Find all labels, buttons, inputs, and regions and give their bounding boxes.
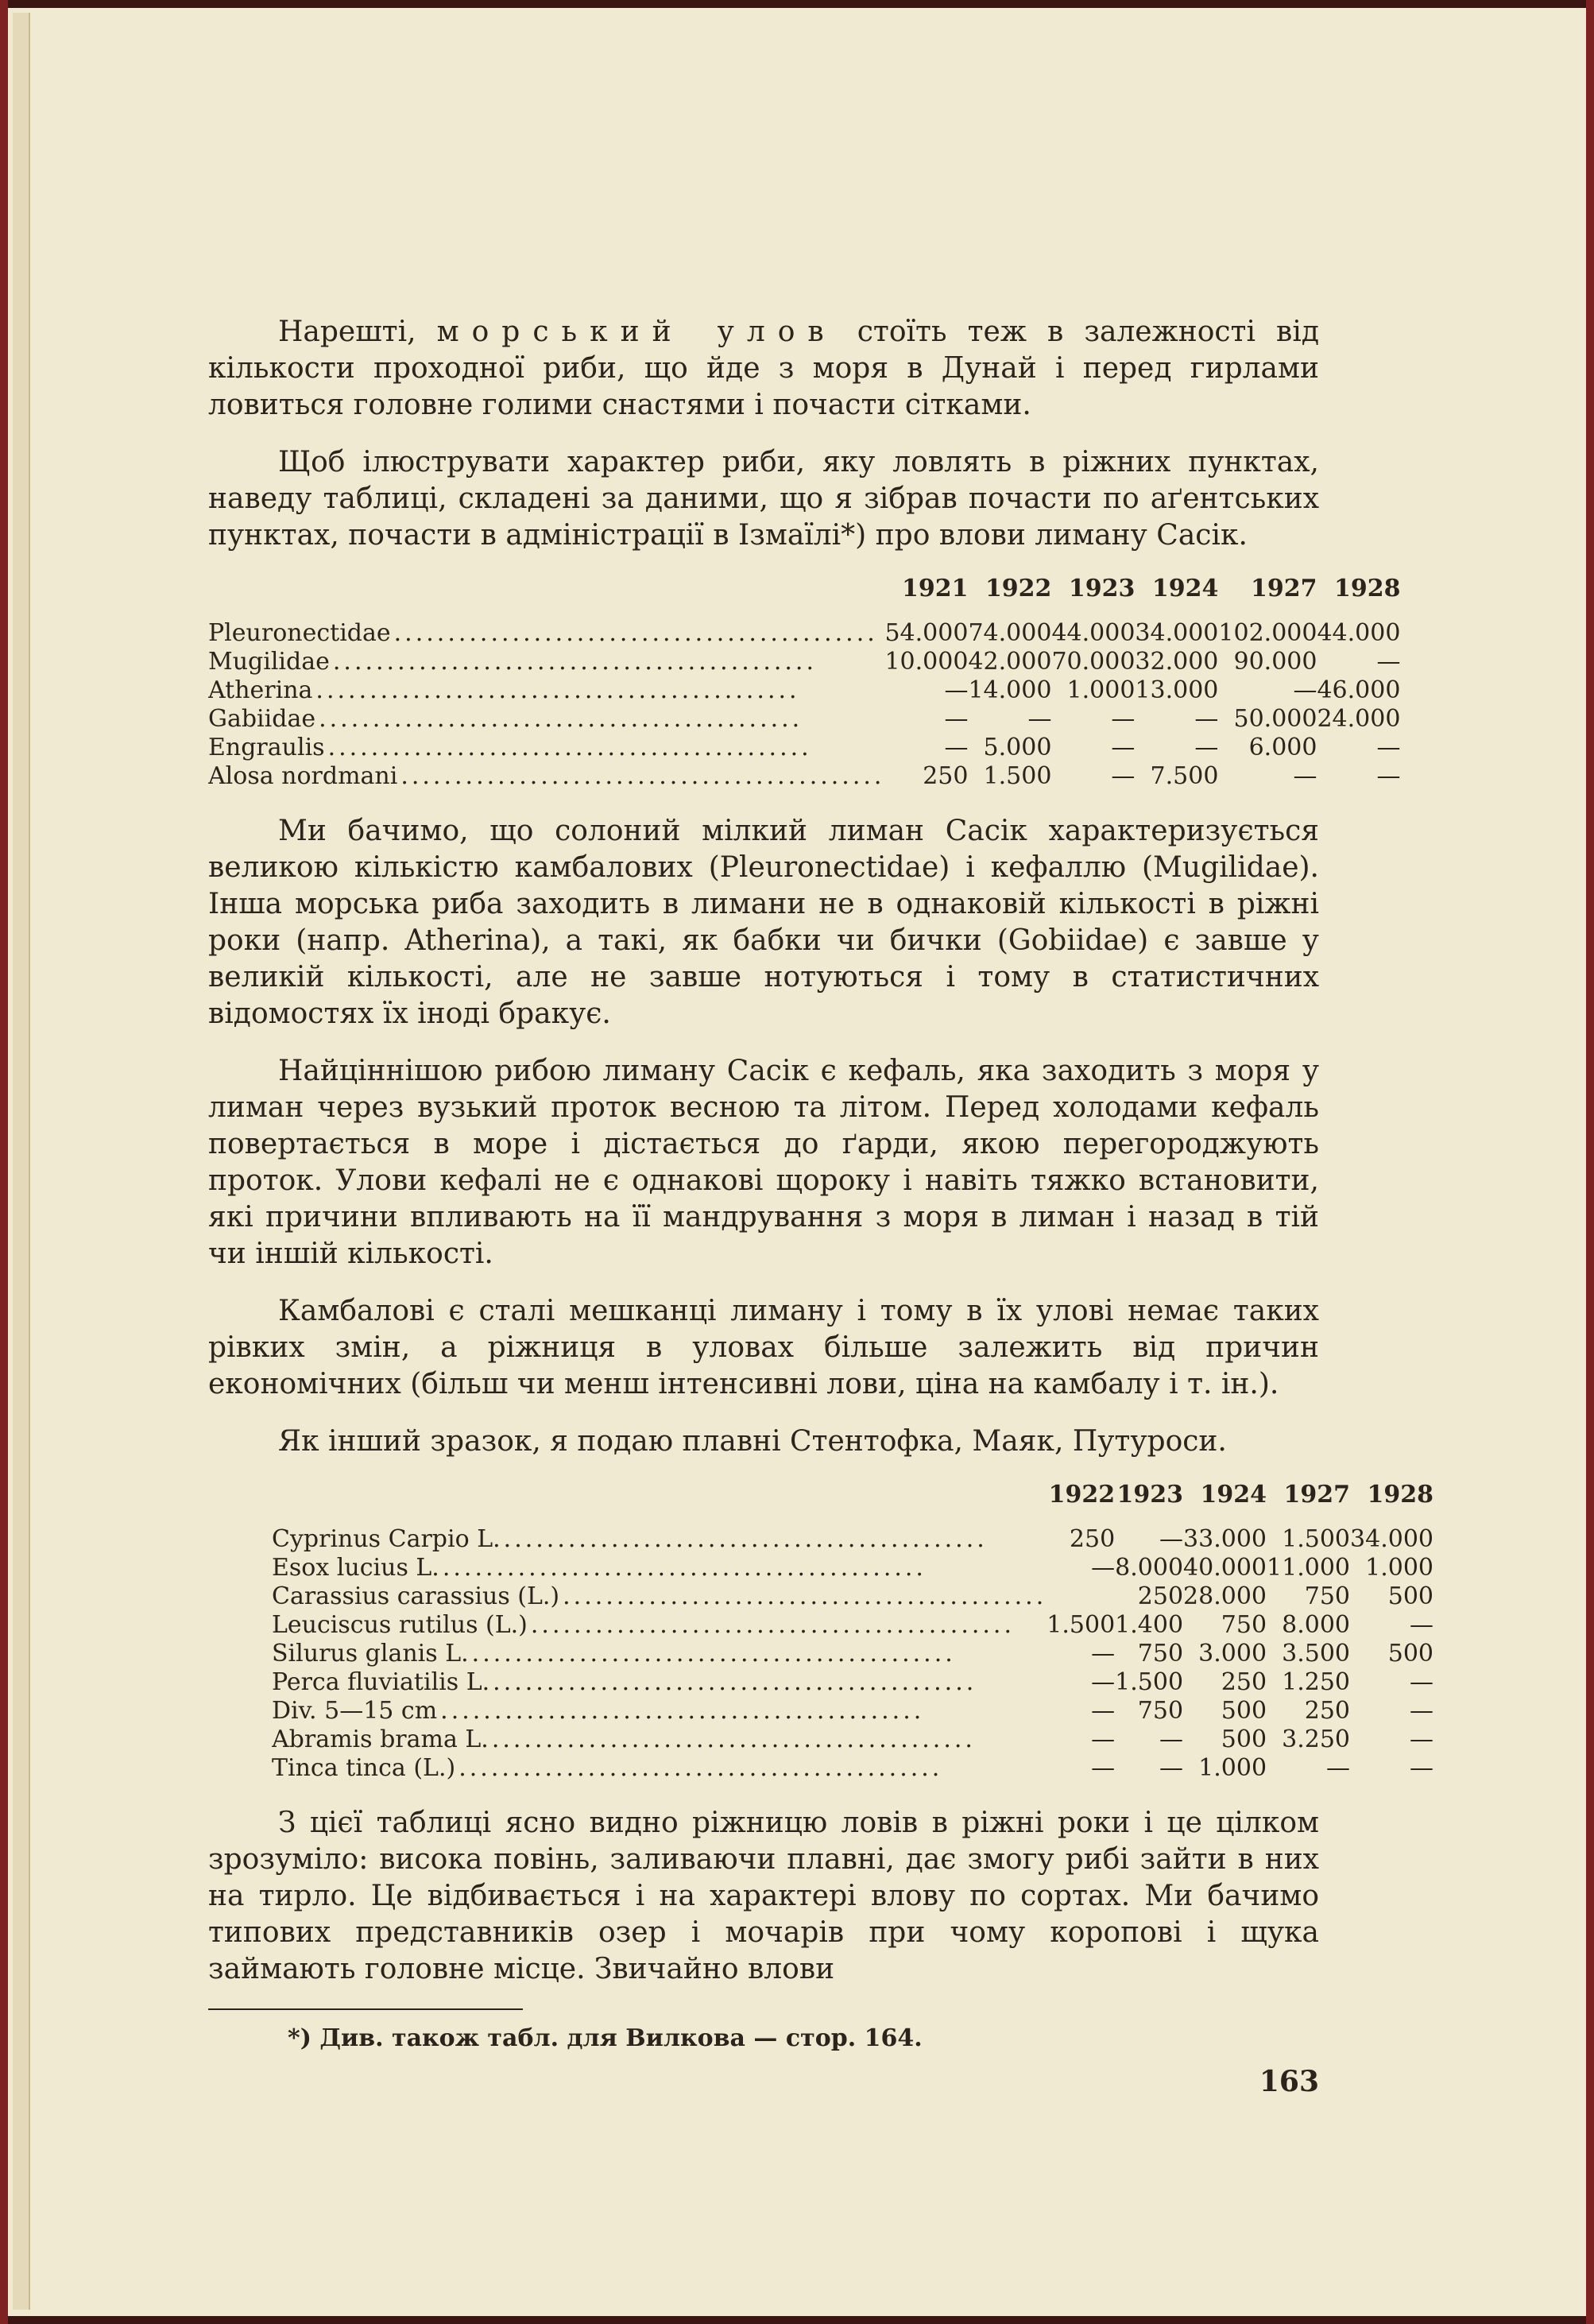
catch-value: 90.000 <box>1233 648 1317 676</box>
year-header: 1927 <box>1250 575 1317 602</box>
species-name: Atherina ............................................. <box>208 676 800 704</box>
catch-value: 3.250 <box>1282 1726 1351 1753</box>
catch-value: — <box>1194 705 1219 733</box>
paragraph-2: Щоб ілюструвати характер риби, яку ловлять в ріжних пунктах, наведу таблиці, складені за даними, що я зібрав почасти по аґентських пунктах, почасти в адміністрації в Ізмаїлі*) про влови лиману Сасік. <box>208 446 1319 552</box>
catch-value: 14.000 <box>968 676 1052 704</box>
catch-value: — <box>1410 1668 1433 1696</box>
catch-value: 750 <box>1221 1611 1267 1639</box>
paragraph-1-start: Нарешті, <box>278 316 437 348</box>
catch-value: 50.000 <box>1233 705 1317 733</box>
book-edge-bottom <box>0 2316 1594 2324</box>
table-row <box>272 1726 1433 1754</box>
year-header: 1924 <box>1151 575 1219 602</box>
table-row <box>272 1697 1433 1726</box>
catch-value: 250 <box>923 762 969 790</box>
species-name: Engraulis ............................................. <box>208 734 812 761</box>
catch-value: 1.500 <box>1115 1668 1184 1696</box>
year-header: 1927 <box>1283 1481 1351 1509</box>
catch-value: — <box>1111 734 1136 761</box>
year-header: 1922 <box>1048 1481 1116 1509</box>
catch-value: 8.000 <box>1282 1611 1351 1639</box>
catch-value: 5.000 <box>983 734 1052 761</box>
table-corner <box>272 1481 1047 1525</box>
catch-value: 32.000 <box>1135 648 1219 676</box>
catch-value: — <box>1376 734 1401 761</box>
catch-table-sasik <box>208 575 1400 791</box>
year-header: 1924 <box>1200 1481 1267 1509</box>
species-name: Esox lucius L. ............................................. <box>272 1554 927 1582</box>
catch-value: 24.000 <box>1317 705 1401 733</box>
catch-value: — <box>1410 1726 1433 1753</box>
catch-value: — <box>1410 1754 1433 1782</box>
table-row <box>208 648 1400 676</box>
catch-value: — <box>1091 1668 1116 1696</box>
catch-value: — <box>1376 648 1401 676</box>
catch-value: — <box>1293 762 1317 790</box>
catch-value: — <box>1091 1554 1116 1582</box>
catch-value: — <box>1159 1726 1184 1753</box>
table-row <box>208 619 1400 648</box>
catch-value: — <box>1111 762 1136 790</box>
catch-value: 11.000 <box>1267 1554 1351 1582</box>
catch-value: 10.000 <box>884 648 969 676</box>
paragraph-6: Як інший зразок, я подаю плавні Стентофка, Маяк, Путуроси. <box>278 1425 1227 1458</box>
paragraph-1 <box>208 314 1319 424</box>
page-body <box>208 314 1433 2055</box>
page-leaf-edge <box>13 13 30 2310</box>
catch-value: 34.000 <box>1350 1525 1433 1553</box>
catch-value: 102.000 <box>1218 619 1317 647</box>
paragraph-3: Ми бачимо, що солоний мілкий лиман Сасік характеризується великою кількістю камбалових (Pleuronectidae) і кефаллю (Mugilidae). Інша морська риба заходить в лимани не в однаковій кількості в ріжні роки (напр. Atherina), а такі, як бабки чи бички (Gobiidae) є завше у великій кількості, але не завше нотуються і тому в статистичних відомостях їх іноді бракує. <box>208 815 1319 1030</box>
catch-value <box>1047 1582 1115 1611</box>
catch-value: 1.500 <box>1282 1525 1351 1553</box>
catch-value: 1.000 <box>1066 676 1136 704</box>
catch-value: 500 <box>1221 1697 1267 1725</box>
page-number: 163 <box>1259 2065 1319 2098</box>
catch-value: 3.500 <box>1282 1640 1351 1667</box>
catch-value: — <box>1111 705 1136 733</box>
paragraph-7: З цієї таблиці ясно видно ріжницю ловів в ріжні роки і це цілком зрозуміло: висока повінь, заливаючи плавні, дає змогу рибі зайти в них на тирло. Це відбивається і на характері влову по сортах. Ми бачимо типових представників озер і мочарів при чому коропові і щука займають головне місце. Звичайно влови <box>208 1807 1319 1985</box>
species-name: Tinca tinca (L.) ............................................. <box>272 1754 943 1782</box>
catch-value: 74.000 <box>968 619 1052 647</box>
table-row <box>272 1525 1433 1554</box>
species-name: Alosa nordmani ............................................. <box>208 762 885 790</box>
table-corner <box>208 575 884 619</box>
catch-value: 8.000 <box>1115 1554 1184 1582</box>
year-header: 1923 <box>1116 1481 1184 1509</box>
catch-value: — <box>1410 1697 1433 1725</box>
table-row <box>272 1640 1433 1668</box>
catch-value: — <box>1159 1525 1184 1553</box>
table-row <box>208 762 1400 791</box>
catch-value: 1.250 <box>1282 1668 1351 1696</box>
table-row <box>272 1582 1433 1611</box>
catch-value: 44.000 <box>1051 619 1136 647</box>
catch-value: 1.500 <box>983 762 1052 790</box>
footnote: *) Див. також табл. для Вилкова — стор. 164. <box>288 2024 923 2052</box>
catch-value: 44.000 <box>1317 619 1401 647</box>
species-name: Abramis brama L. ............................................. <box>272 1726 976 1753</box>
species-name: Mugilidae ............................................. <box>208 648 818 676</box>
catch-value: 40.000 <box>1183 1554 1267 1582</box>
species-name: Leuciscus rutilus (L.) ............................................. <box>272 1611 1016 1639</box>
catch-value: 500 <box>1221 1726 1267 1753</box>
catch-value: 42.000 <box>968 648 1052 676</box>
catch-value: — <box>944 734 969 761</box>
emphasized-term: морський улов <box>436 316 837 348</box>
catch-value: — <box>1376 762 1401 790</box>
catch-value: 750 <box>1137 1640 1184 1667</box>
book-binding-left <box>0 0 8 2324</box>
species-name: Pleuronectidae ............................................. <box>208 619 878 647</box>
catch-value: 28.000 <box>1183 1582 1267 1610</box>
year-header: 1923 <box>1068 575 1136 602</box>
species-name: Perca fluviatilis L. ............................................. <box>272 1668 977 1696</box>
catch-table-floodplains <box>272 1481 1433 1783</box>
catch-value: — <box>1194 734 1219 761</box>
catch-value: 34.000 <box>1135 619 1219 647</box>
table-row <box>272 1668 1433 1697</box>
paragraph-1-rest: стоїть теж в залежності від кількости проходної риби, що йде з моря в Дунай і перед гирлами ловиться головне голими снастями і почасти сітками. <box>208 316 1320 421</box>
catch-value: 250 <box>1069 1525 1116 1553</box>
footnote-rule <box>208 2008 523 2010</box>
species-name: Cyprinus Carpio L. ............................................. <box>272 1525 988 1553</box>
catch-value: 250 <box>1221 1668 1267 1696</box>
year-header: 1921 <box>901 575 969 602</box>
catch-value: 13.000 <box>1135 676 1219 704</box>
catch-value: 54.000 <box>884 619 969 647</box>
catch-value: 750 <box>1137 1697 1184 1725</box>
table-row <box>272 1611 1433 1640</box>
catch-value: 250 <box>1137 1582 1184 1610</box>
catch-value: 6.000 <box>1248 734 1317 761</box>
species-name: Silurus glanis L. ............................................. <box>272 1640 956 1667</box>
catch-value: 1.000 <box>1198 1754 1267 1782</box>
catch-value: — <box>944 676 969 704</box>
table-row <box>272 1754 1433 1783</box>
catch-value: 1.400 <box>1115 1611 1184 1639</box>
catch-value: — <box>1091 1697 1116 1725</box>
catch-value: 33.000 <box>1183 1525 1267 1553</box>
table-row <box>272 1554 1433 1582</box>
catch-value: — <box>1091 1640 1116 1667</box>
catch-value: 7.500 <box>1150 762 1219 790</box>
year-header: 1928 <box>1333 575 1401 602</box>
catch-value: — <box>1410 1611 1433 1639</box>
catch-value: 3.000 <box>1198 1640 1267 1667</box>
table-row <box>208 734 1400 762</box>
species-name: Carassius carassius (L.) ............................................. <box>272 1582 1047 1610</box>
year-header: 1922 <box>985 575 1052 602</box>
catch-value: 500 <box>1387 1582 1433 1610</box>
catch-value: — <box>1293 676 1317 704</box>
catch-value: — <box>1091 1726 1116 1753</box>
table-row <box>208 676 1400 705</box>
catch-value: 70.000 <box>1051 648 1136 676</box>
catch-value: 1.000 <box>1365 1554 1433 1582</box>
book-edge-right <box>1586 0 1594 2324</box>
catch-value: 250 <box>1304 1697 1351 1725</box>
catch-value: — <box>1027 705 1052 733</box>
table-header-row <box>208 575 1400 619</box>
catch-value: — <box>1091 1754 1116 1782</box>
catch-value: 750 <box>1304 1582 1351 1610</box>
paragraph-5: Камбалові є сталі мешканці лиману і тому в їх улові немає таких рівких змін, а ріжниця в уловах більше залежить від причин економічних (більш чи менш інтенсивні лови, ціна на камбалу і т. ін.). <box>208 1295 1319 1400</box>
catch-value: — <box>1326 1754 1351 1782</box>
book-edge-top <box>0 0 1594 8</box>
table-header-row <box>272 1481 1433 1525</box>
year-header: 1928 <box>1367 1481 1433 1509</box>
catch-value: 1.500 <box>1047 1611 1116 1639</box>
species-name: Div. 5—15 cm ............................................. <box>272 1697 925 1725</box>
catch-value: — <box>944 705 969 733</box>
paragraph-4: Найціннішою рибою лиману Сасік є кефаль, яка заходить з моря у лиман через вузький проток весною та літом. Перед холодами кефаль повертається в море і дістається до ґарди, якою перегороджують проток. Улови кефалі не є однакові щороку і навіть тяжко встановити, які причини впливають на її мандрування з моря в лиман і назад в тій чи іншій кількості. <box>208 1055 1319 1270</box>
catch-value: 500 <box>1387 1640 1433 1667</box>
species-name: Gabiidae ............................................. <box>208 705 803 733</box>
catch-value: 46.000 <box>1317 676 1401 704</box>
table-row <box>208 705 1400 734</box>
catch-value: — <box>1159 1754 1184 1782</box>
